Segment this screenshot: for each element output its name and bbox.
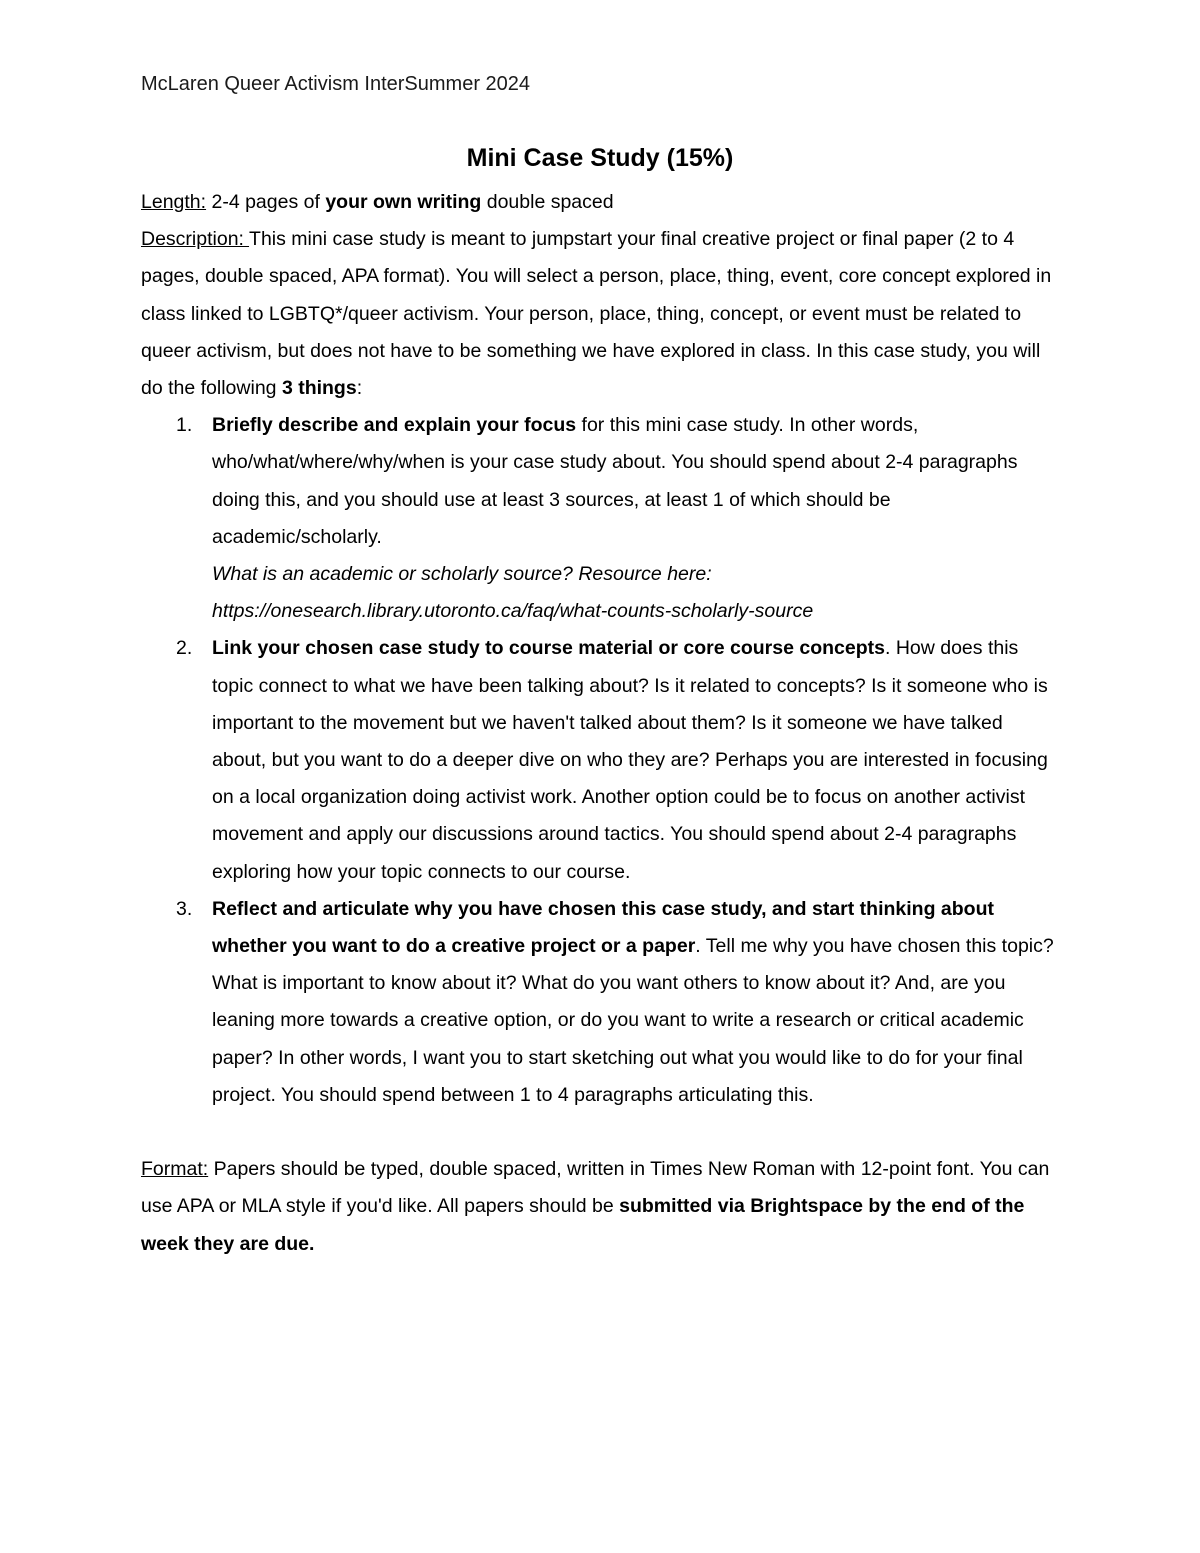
list-number: 3.: [176, 897, 193, 920]
length-text-before: 2-4 pages of: [206, 191, 326, 213]
list-item-bold: Briefly describe and explain your focus: [212, 414, 577, 437]
list-item: [141, 630, 1061, 890]
description-end: :: [356, 377, 363, 400]
list-item-text: for this mini case study. In other words, who/what/where/why/when is your case study about. You should spend about 2-4 paragraphs doing this, and you should use at least 3 sources, at least 1 of which should be academic/scholarly.: [212, 414, 1018, 548]
running-header: McLaren Queer Activism InterSummer 2024: [141, 73, 531, 95]
description-bold: 3 things: [281, 377, 357, 400]
length-paragraph: [141, 184, 1061, 221]
numbered-list: [141, 407, 1061, 1114]
list-item-bold: Reflect and articulate why you have chosen this case study, and start thinking about whether you want to do a creative project or a paper: [212, 897, 994, 958]
resource-question: What is an academic or scholarly source? Resource here:: [212, 563, 712, 586]
format-paragraph: [141, 1151, 1061, 1263]
list-item-text: . How does this topic connect to what we have been talking about? Is it related to concepts? Is it someone who is important to the movement but we haven't talked about them? Is it someone we have talked about, but you want to do a deeper dive on who they are? Perhaps you are interested in focusing on a local organization doing activist work. Another option could be to focus on another activist movement and apply our discussions around tactics. You should spend about 2-4 paragraphs exploring how your topic connects to our course.: [212, 637, 1048, 883]
document-title: Mini Case Study (15%): [466, 144, 734, 172]
list-number: 1.: [176, 414, 193, 437]
length-label: Length:: [141, 191, 207, 213]
list-item: [141, 407, 1061, 630]
description-label: Description:: [141, 228, 250, 251]
resource-link[interactable]: https://onesearch.library.utoronto.ca/faq/what-counts-scholarly-source: [212, 600, 814, 623]
format-text: Papers should be typed, double spaced, written in Times New Roman with 12-point font. You can use APA or MLA style if you'd like. All papers should be: [141, 1158, 1050, 1218]
list-item-bold: Link your chosen case study to course material or core course concepts: [212, 637, 885, 660]
list-number: 2.: [176, 637, 193, 660]
list-item-text: . Tell me why you have chosen this topic? What is important to know about it? What do you want others to know about it? And, are you leaning more towards a creative option, or do you want to write a research or critical academic paper? In other words, I want you to start sketching out what you would like to do for your final project. You should spend between 1 to 4 paragraphs articulating this.: [212, 935, 1054, 1106]
blank-line: [141, 1114, 1061, 1151]
format-bold: submitted via Brightspace by the end of the week they are due.: [141, 1195, 1025, 1255]
description-text: This mini case study is meant to jumpstart your final creative project or final paper (2 to 4 pages, double spaced, APA format). You will select a person, place, thing, event, core concept explored in class linked to LGBTQ*/queer activism. Your person, place, thing, concept, or event must be related to queer activism, but does not have to be something we have explored in class. In this case study, you will do the following: [141, 228, 1052, 400]
length-bold: your own writing: [325, 191, 482, 213]
format-label: Format:: [141, 1158, 209, 1181]
document-body: [141, 184, 1061, 1263]
list-item: [141, 891, 1061, 1114]
description-paragraph: [141, 221, 1061, 407]
length-text-after: double spaced: [481, 191, 614, 213]
